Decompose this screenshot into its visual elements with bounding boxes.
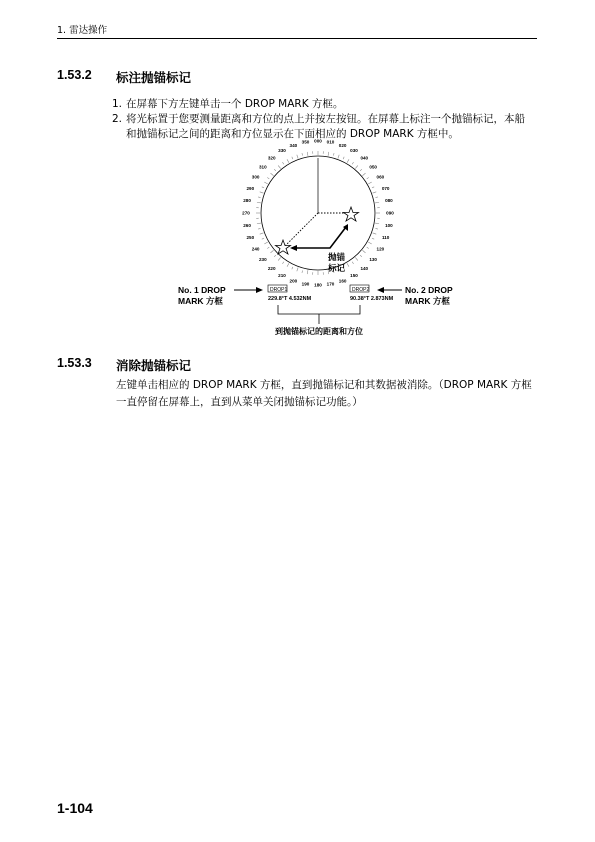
bearing-label: 130 bbox=[369, 256, 377, 262]
bearing-label: 290 bbox=[246, 185, 255, 191]
bearing-label: 120 bbox=[376, 246, 385, 252]
scale-tick bbox=[355, 166, 358, 169]
scale-tick bbox=[278, 166, 281, 169]
bearing-label: 270 bbox=[242, 210, 250, 216]
bearing-label: 230 bbox=[259, 256, 267, 262]
scale-tick bbox=[262, 238, 264, 239]
bearing-label: 280 bbox=[243, 198, 251, 204]
scale-tick bbox=[260, 233, 264, 234]
header-rule bbox=[57, 38, 537, 39]
bearing-label: 110 bbox=[381, 235, 390, 241]
bearing-label: 000 bbox=[314, 138, 322, 144]
drop-mark-label: 标记 bbox=[328, 263, 346, 273]
step-text: 将光标置于您要测量距离和方位的点上并按左按钮。在屏幕上标注一个抛锚标记，本船和抛锚标记之间的距离和方位显示在下面相应的 DROP MARK 方框中。 bbox=[126, 113, 525, 140]
scale-tick bbox=[292, 267, 293, 269]
scale-tick bbox=[257, 223, 261, 224]
bearing-label: 190 bbox=[301, 281, 310, 287]
arrow-head-icon bbox=[290, 245, 297, 251]
scale-tick bbox=[373, 192, 377, 193]
drop2-title: DROP2 bbox=[352, 287, 370, 293]
bearing-label: 090 bbox=[386, 210, 394, 216]
scale-tick bbox=[360, 255, 362, 257]
no2-callout: MARK 方框 bbox=[405, 296, 450, 306]
drop1-value: 229.8°T 4.532NM bbox=[268, 296, 312, 302]
scale-tick bbox=[307, 270, 308, 274]
bearing-label: 260 bbox=[243, 223, 251, 229]
scale-tick bbox=[274, 169, 276, 171]
bearing-label: 160 bbox=[338, 278, 347, 284]
no1-callout: MARK 方框 bbox=[178, 296, 223, 306]
section-title: 标注抛锚标记 bbox=[116, 70, 192, 85]
scale-tick bbox=[375, 228, 377, 229]
scale-tick bbox=[375, 197, 377, 198]
step-item bbox=[112, 97, 532, 112]
scale-tick bbox=[302, 153, 303, 155]
bearing-label: 030 bbox=[350, 148, 358, 154]
scale-tick bbox=[274, 255, 276, 257]
section-paragraph: 左键单击相应的 DROP MARK 方框，直到抛锚标记和其数据被消除。（DROP MARK 方框一直停留在屏幕上，直到从菜单关闭抛锚标记功能。） bbox=[116, 379, 532, 408]
step-list bbox=[112, 97, 532, 142]
bracket bbox=[278, 305, 360, 314]
scale-tick bbox=[343, 157, 344, 159]
scale-tick bbox=[258, 197, 260, 198]
drop-mark-2-icon bbox=[344, 207, 359, 221]
bearing-label: 170 bbox=[326, 281, 335, 287]
bearing-label: 240 bbox=[251, 246, 260, 252]
drop-mark-label: 抛锚 bbox=[328, 252, 346, 262]
scale-tick bbox=[375, 223, 379, 224]
bearing-label: 350 bbox=[301, 139, 310, 145]
section-number: 1.53.2 bbox=[57, 68, 92, 82]
scale-tick bbox=[264, 242, 267, 244]
scale-tick bbox=[352, 162, 353, 164]
scale-tick bbox=[292, 157, 293, 159]
drop2-value: 90.38°T 2.873NM bbox=[350, 296, 394, 302]
scale-tick bbox=[372, 238, 374, 239]
scale-tick bbox=[282, 262, 283, 264]
scale-tick bbox=[267, 177, 269, 178]
arrow-head-icon bbox=[377, 287, 384, 293]
no2-callout: No. 2 DROP bbox=[405, 285, 453, 295]
scale-tick bbox=[278, 257, 281, 260]
bearing-line-1 bbox=[283, 213, 318, 248]
scale-tick bbox=[352, 262, 353, 264]
scale-tick bbox=[287, 263, 289, 266]
scale-tick bbox=[367, 247, 369, 248]
scale-tick bbox=[338, 155, 339, 159]
scale-tick bbox=[264, 182, 267, 184]
scale-tick bbox=[328, 152, 329, 156]
pointer-line bbox=[292, 227, 346, 248]
section-title: 消除抛锚标记 bbox=[116, 358, 192, 373]
scale-tick bbox=[367, 177, 369, 178]
step-number: 1. bbox=[112, 98, 123, 110]
step-number: 2. bbox=[112, 113, 123, 125]
scale-tick bbox=[347, 263, 349, 266]
bearing-label: 150 bbox=[350, 272, 358, 278]
scale-tick bbox=[368, 242, 371, 244]
arrow-head-icon bbox=[256, 287, 263, 293]
scale-tick bbox=[362, 250, 365, 253]
bearing-label: 060 bbox=[376, 174, 385, 180]
scale-tick bbox=[271, 173, 274, 176]
page-number: 1-104 bbox=[57, 800, 93, 816]
scale-tick bbox=[257, 202, 261, 203]
scale-tick bbox=[302, 270, 303, 272]
scale-tick bbox=[297, 155, 298, 159]
drop-mark-1-icon bbox=[276, 240, 291, 254]
scale-tick bbox=[307, 152, 308, 156]
bearing-label: 180 bbox=[314, 282, 322, 288]
bearing-label: 310 bbox=[259, 164, 267, 170]
bearing-label: 330 bbox=[278, 148, 286, 154]
scale-tick bbox=[347, 159, 349, 162]
scale-tick bbox=[375, 202, 379, 203]
bearing-label: 040 bbox=[360, 155, 369, 161]
bearing-label: 010 bbox=[326, 139, 335, 145]
bearing-label: 340 bbox=[289, 142, 298, 148]
scale-tick bbox=[262, 187, 264, 188]
bearing-label: 140 bbox=[360, 265, 369, 271]
scale-tick bbox=[362, 173, 365, 176]
bearing-label: 250 bbox=[246, 235, 255, 241]
bearing-label: 210 bbox=[278, 272, 286, 278]
step-text: 在屏幕下方左键单击一个 DROP MARK 方框。 bbox=[126, 98, 344, 110]
scale-tick bbox=[368, 182, 371, 184]
bearing-label: 070 bbox=[381, 185, 390, 191]
scale-tick bbox=[271, 250, 274, 253]
scale-tick bbox=[287, 159, 289, 162]
scale-tick bbox=[360, 169, 362, 171]
bearing-label: 320 bbox=[267, 155, 276, 161]
figure-caption: 到抛锚标记的距离和方位 bbox=[275, 327, 363, 336]
scale-tick bbox=[260, 192, 264, 193]
bearing-label: 080 bbox=[385, 198, 393, 204]
bearing-label: 020 bbox=[338, 142, 347, 148]
radar-diagram bbox=[150, 138, 470, 344]
section-number: 1.53.3 bbox=[57, 356, 92, 370]
scale-tick bbox=[372, 187, 374, 188]
no1-callout: No. 1 DROP bbox=[178, 285, 226, 295]
bearing-label: 220 bbox=[267, 265, 276, 271]
running-header: 1. 雷达操作 bbox=[57, 25, 108, 36]
scale-tick bbox=[355, 257, 358, 260]
drop1-title: DROP1 bbox=[270, 287, 288, 293]
scale-tick bbox=[297, 268, 298, 272]
scale-tick bbox=[373, 233, 377, 234]
bearing-label: 200 bbox=[289, 278, 298, 284]
bearing-label: 300 bbox=[251, 174, 260, 180]
scale-tick bbox=[258, 228, 260, 229]
scale-tick bbox=[267, 247, 269, 248]
bearing-label: 100 bbox=[385, 223, 393, 229]
scale-tick bbox=[333, 153, 334, 155]
scale-tick bbox=[282, 162, 283, 164]
bearing-label: 050 bbox=[369, 164, 377, 170]
